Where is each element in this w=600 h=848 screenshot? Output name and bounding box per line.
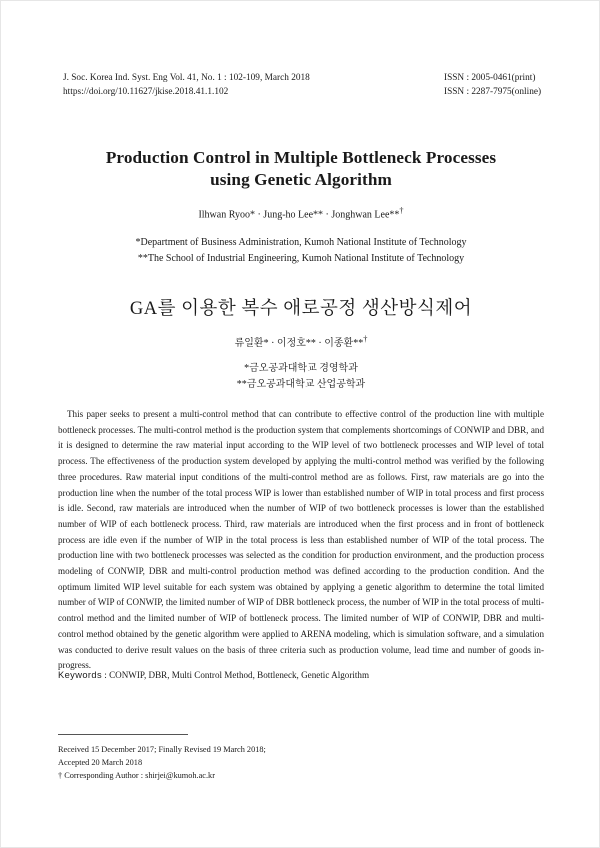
keywords-separator: : xyxy=(102,670,110,680)
korean-affiliation-2: **금오공과대학교 산업공학과 xyxy=(236,379,366,390)
accepted-date: Accepted 20 March 2018 xyxy=(58,758,143,767)
issn-block xyxy=(444,71,541,99)
keywords-label: Keywords xyxy=(58,670,103,680)
english-title-line1: Production Control in Multiple Bottleneck Processes xyxy=(105,148,497,167)
doi-link[interactable]: https://doi.org/10.11627/jkise.2018.41.1.102 xyxy=(63,87,229,97)
issn-online: ISSN : 2287-7975(online) xyxy=(444,87,542,97)
keywords-line xyxy=(58,670,369,680)
received-date: Received 15 December 2017; Finally Revised 19 March 2018; xyxy=(58,745,266,754)
corresponding-author-text: Corresponding Author : shirjei@kumoh.ac.kr xyxy=(62,771,215,780)
issn-print: ISSN : 2005-0461(print) xyxy=(444,73,536,83)
english-authors xyxy=(1,206,600,220)
korean-affiliation-1: *금오공과대학교 경영학과 xyxy=(244,363,358,374)
footnotes xyxy=(58,743,266,782)
korean-title: GA를 이용한 복수 애로공정 생산방식제어 xyxy=(129,299,473,319)
english-author-names: Ilhwan Ryoo* · Jung-ho Lee** · Jonghwan Lee** xyxy=(198,209,400,221)
english-title-line2: using Genetic Algorithm xyxy=(210,170,392,189)
corresponding-author xyxy=(58,769,266,782)
korean-affiliations xyxy=(1,361,600,393)
english-affiliations xyxy=(1,235,600,267)
dagger-mark: † xyxy=(58,771,63,780)
korean-authors xyxy=(1,334,600,349)
abstract-text: This paper seeks to present a multi-control method that can contribute to effective control of the production line with multiple bottleneck processes. The multi-control method is the production system that complements shortcomings of CONWIP and DBR, and it is designed to determine the raw material input according to the WIP level of two bottleneck processes and WIP level of total process. The effectiveness of the production system developed by applying the multi-control method was verified by the following three procedures. Raw material input conditions of the multi-control method are as follows. First, raw materials are go into the production line when the number of the total process WIP is lower than established number of WIP in total process and first process is idle. Second, raw materials are introduced when the number of WIP of two bottleneck processes is lower than the established number of WIP of each bottleneck process. Third, raw materials are introduced when the first process and in front of bottleneck process are idle even if the number of WIP in the total process is less than established number of WIP of the total process. The production line with two bottleneck processes was selected as the condition for production environment, and the production process modeling of CONWIP, DBR and multi-control production method was defined according to the production condition. And the optimum limited WIP level suitable for each system was obtained by applying a genetic algorithm to determine the total limited number of WIP of CONWIP, the limited number of WIP of DBR bottleneck process, the number of WIP in the total process of multi-control method and the limited number of WIP of bottleneck process. The limited number of WIP of CONWIP, DBR and multi-control method obtained by the genetic algorithm were applied to ARENA modeling, which is simulation software, and a simulation was conducted to derive result values on the basis of three criteria such as production volume, lead time and number of goods in-progress. xyxy=(58,409,544,671)
keywords-text: CONWIP, DBR, Multi Control Method, Bottleneck, Genetic Algorithm xyxy=(109,670,370,680)
footnote-divider xyxy=(58,734,188,735)
corresponding-mark: † xyxy=(399,206,404,215)
english-affiliation-1: *Department of Business Administration, Kumoh National Institute of Technology xyxy=(135,237,467,248)
korean-author-names: 류일환* · 이정호** · 이종환** xyxy=(234,338,364,349)
english-title xyxy=(1,147,600,191)
english-affiliation-2: **The School of Industrial Engineering, Kumoh National Institute of Technology xyxy=(137,253,465,264)
journal-citation: J. Soc. Korea Ind. Syst. Eng Vol. 41, No. 1 : 102-109, March 2018 xyxy=(63,73,310,83)
korean-corresponding-mark: † xyxy=(363,334,368,344)
journal-header xyxy=(63,71,310,99)
